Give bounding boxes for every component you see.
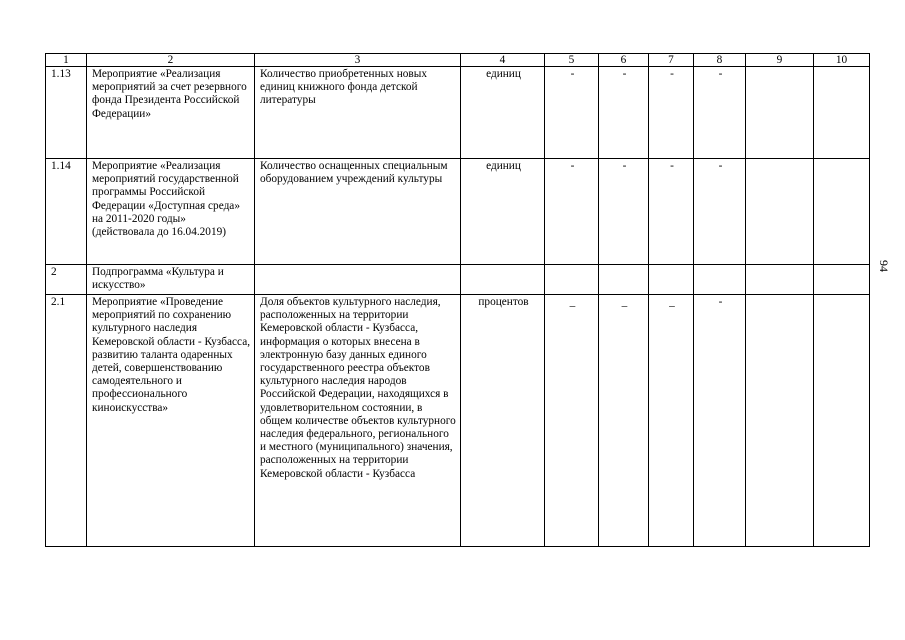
- indicator-cell: Количество оснащенных специальным оборудованием учреждений культуры: [255, 159, 461, 265]
- value-cell: [649, 265, 694, 295]
- value-cell: -: [694, 295, 746, 547]
- event-cell: Мероприятие «Проведение мероприятий по сохранению культурного наследия Кемеровской области - Кузбасса, развитию таланта одаренных детей, совершенствованию самодеятельного и профессионального киноискусства»: [87, 295, 255, 547]
- table-row: [46, 295, 870, 547]
- column-header: 1: [46, 54, 87, 67]
- value-cell: _: [599, 295, 649, 547]
- value-cell: -: [545, 159, 599, 265]
- value-cell: [694, 265, 746, 295]
- column-header: 8: [694, 54, 746, 67]
- table-row: [46, 265, 870, 295]
- column-header: 7: [649, 54, 694, 67]
- event-cell: Подпрограмма «Культура и искусство»: [87, 265, 255, 295]
- row-number: 2.1: [46, 295, 87, 547]
- value-cell: [746, 67, 814, 159]
- indicator-cell: Доля объектов культурного наследия, расположенных на территории Кемеровской области - Кузбасса, информация о которых внесена в электронную базу данных единого государственного реестра объектов культурного наследия народов Российской Федерации, находящихся в удовлетворительном состоянии, в общем количестве объектов культурного наследия федерального, регионального и местного (муниципального) значения, расположенных на территории Кемеровской области - Кузбасса: [255, 295, 461, 547]
- event-cell: Мероприятие «Реализация мероприятий за счет резервного фонда Президента Российской Федерации»: [87, 67, 255, 159]
- value-cell: [545, 265, 599, 295]
- unit-cell: единиц: [461, 67, 545, 159]
- value-cell: -: [599, 159, 649, 265]
- column-header: 6: [599, 54, 649, 67]
- value-cell: -: [599, 67, 649, 159]
- row-number: 2: [46, 265, 87, 295]
- unit-cell: единиц: [461, 159, 545, 265]
- value-cell: -: [649, 159, 694, 265]
- value-cell: -: [694, 67, 746, 159]
- value-cell: [746, 159, 814, 265]
- value-cell: -: [545, 67, 599, 159]
- row-number: 1.13: [46, 67, 87, 159]
- value-cell: [814, 295, 870, 547]
- value-cell: [746, 295, 814, 547]
- page-number: 94: [877, 260, 891, 272]
- indicators-table: [45, 53, 870, 547]
- value-cell: [599, 265, 649, 295]
- column-header: 10: [814, 54, 870, 67]
- value-cell: -: [649, 67, 694, 159]
- indicator-cell: [255, 265, 461, 295]
- table-row: [46, 67, 870, 159]
- column-header: 9: [746, 54, 814, 67]
- value-cell: _: [649, 295, 694, 547]
- table-row: [46, 159, 870, 265]
- indicator-cell: Количество приобретенных новых единиц книжного фонда детской литературы: [255, 67, 461, 159]
- unit-cell: процентов: [461, 295, 545, 547]
- column-header: 3: [255, 54, 461, 67]
- event-cell: Мероприятие «Реализация мероприятий государственной программы Российской Федерации «Доступная среда» на 2011-2020 годы» (действовала до 16.04.2019): [87, 159, 255, 265]
- value-cell: [814, 159, 870, 265]
- value-cell: [814, 265, 870, 295]
- value-cell: -: [694, 159, 746, 265]
- column-number-row: [46, 54, 870, 67]
- value-cell: _: [545, 295, 599, 547]
- unit-cell: [461, 265, 545, 295]
- value-cell: [746, 265, 814, 295]
- row-number: 1.14: [46, 159, 87, 265]
- column-header: 4: [461, 54, 545, 67]
- column-header: 2: [87, 54, 255, 67]
- column-header: 5: [545, 54, 599, 67]
- value-cell: [814, 67, 870, 159]
